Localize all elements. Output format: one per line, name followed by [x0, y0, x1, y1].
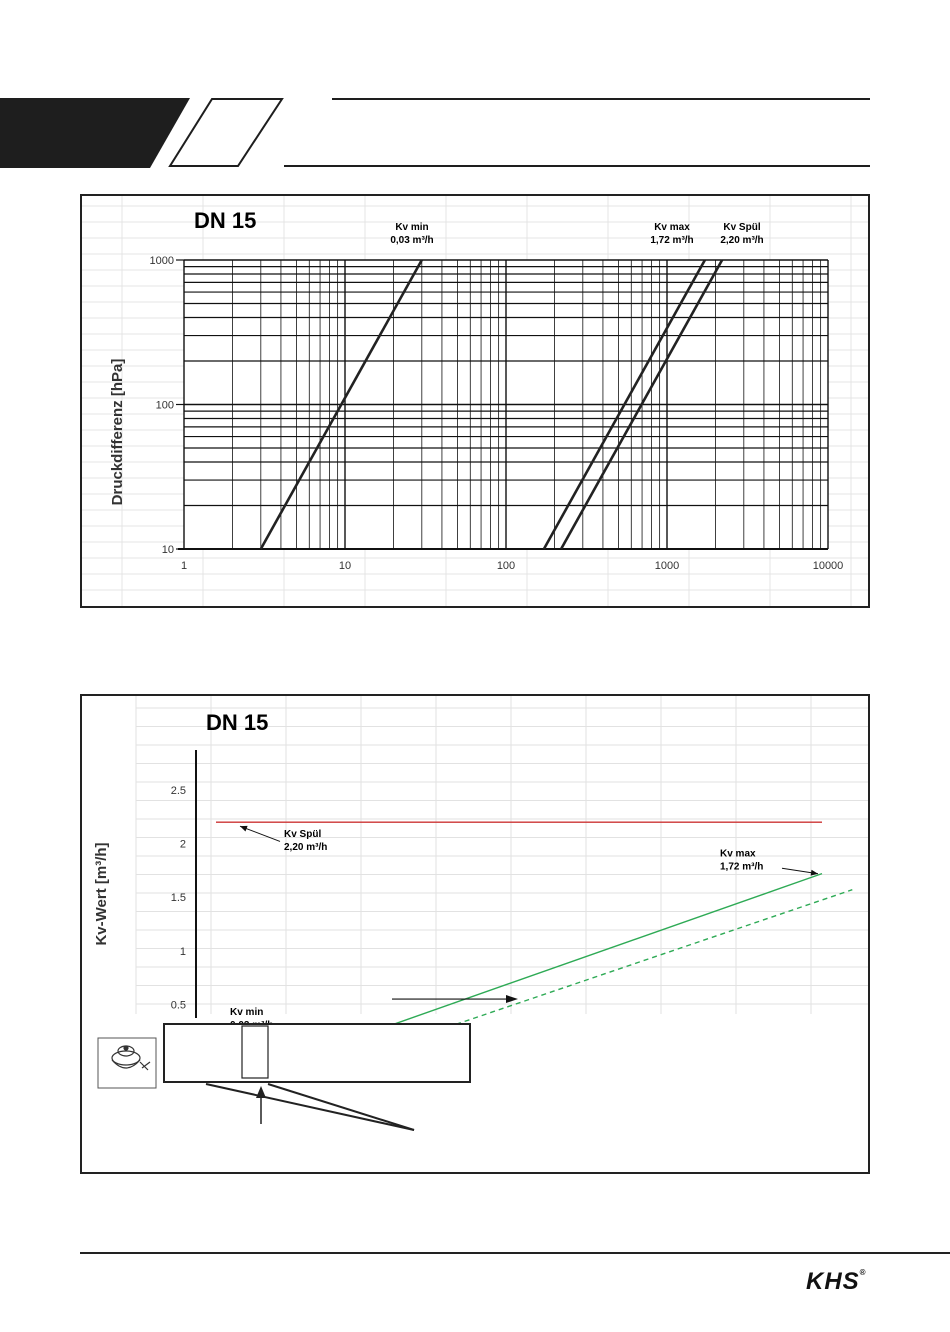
page-header-graphic [0, 0, 950, 190]
chart-pressure-difference [80, 194, 870, 608]
y-tick-label: 1 [179, 945, 186, 958]
kv-annotation-arrowhead [240, 826, 248, 832]
callout-leader-lower [268, 1084, 414, 1130]
chart2-background-grid [136, 696, 868, 1018]
x-tick-label: 10000 [812, 560, 844, 572]
valve-detail-callout [98, 1024, 470, 1130]
chart1-canvas [82, 196, 868, 606]
series-label-value: 2,20 m³/h [720, 235, 764, 246]
series-label-name: Kv Spül [723, 222, 761, 233]
chart-kv-value [80, 694, 870, 1174]
callout-leader-upper [206, 1084, 414, 1130]
chart2-title: DN 15 [206, 710, 269, 735]
series-label-value: 0,03 m³/h [390, 235, 434, 246]
flow-arrow-head [506, 995, 518, 1003]
series-label-value: 1,72 m³/h [650, 235, 694, 246]
y-tick-label: 100 [155, 399, 174, 412]
kv-annotation-name: Kv Spül [284, 828, 322, 840]
chart1-plot-grid [178, 260, 828, 549]
kv-annotation-value: 2,20 m³/h [284, 841, 328, 853]
y-tick-label: 2.5 [170, 785, 186, 797]
chart1-y-axis-label: Druckdifferenz [hPa] [109, 358, 126, 506]
y-tick-label: 1000 [149, 255, 174, 267]
kv-annotation-value: 1,72 m³/h [720, 861, 764, 873]
y-tick-label: 0.5 [170, 999, 186, 1012]
x-tick-label: 1000 [654, 560, 680, 572]
brand-logo [806, 1268, 867, 1296]
header-dark-parallelogram [0, 98, 190, 168]
scale-detail-box [164, 1024, 470, 1082]
scale-pointer-window [242, 1026, 268, 1078]
footer-rule [80, 1252, 950, 1254]
chart2-canvas [82, 696, 868, 1172]
kv-annotation-name: Kv max [720, 848, 756, 860]
chart2-annotations [230, 826, 818, 1048]
series-label-name: Kv min [395, 222, 429, 233]
x-tick-label: 1 [180, 560, 188, 572]
chart2-series-lines [216, 822, 852, 1044]
callout-pointer-arrowhead [256, 1086, 266, 1098]
brand-logo-text: KHS [806, 1268, 860, 1295]
y-tick-label: 2 [179, 838, 186, 851]
y-tick-label: 1.5 [170, 892, 186, 905]
kv-annotation-name: Kv min [230, 1007, 264, 1019]
chart1-title: DN 15 [194, 208, 257, 233]
brand-registered-mark: ® [859, 1268, 867, 1277]
x-tick-label: 100 [496, 560, 516, 572]
kv-series-2 [277, 874, 822, 1045]
series-label-name: Kv max [654, 222, 690, 233]
x-tick-label: 10 [338, 560, 352, 572]
y-tick-label: 10 [161, 544, 174, 556]
chart2-y-axis-label: Kv-Wert [m³/h] [93, 842, 110, 946]
header-outline-parallelogram [170, 99, 282, 166]
